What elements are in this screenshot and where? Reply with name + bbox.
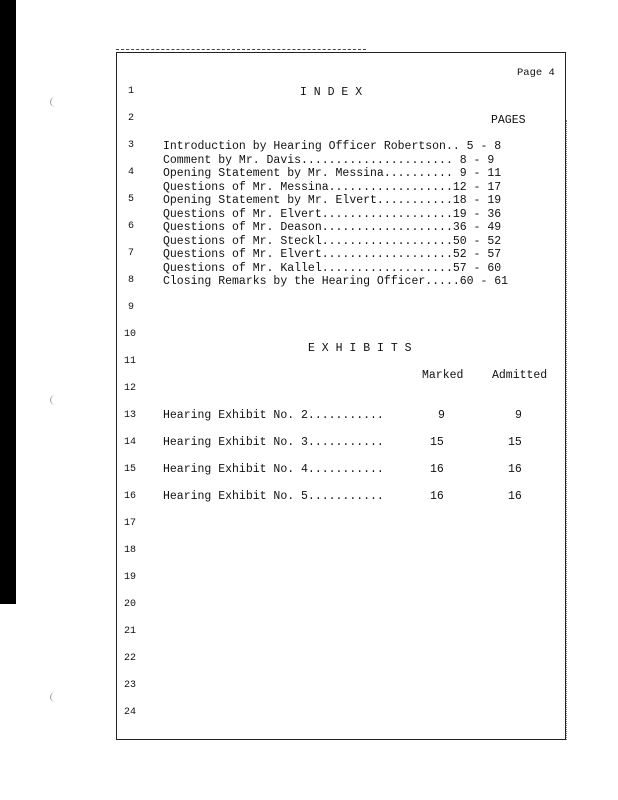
line-number: 13 (124, 410, 137, 421)
index-entry: Questions of Mr. Steckl...................50 - 52 (163, 235, 502, 248)
admitted-header: Admitted (492, 369, 548, 382)
punch-hole (50, 395, 55, 405)
line-number: 6 (128, 221, 135, 232)
line-number: 1 (128, 86, 135, 97)
exhibits-title: E X H I B I T S (308, 342, 412, 355)
line-number: 20 (124, 599, 137, 610)
line-number: 18 (124, 545, 137, 556)
line-number: 23 (124, 680, 137, 691)
line-number: 10 (124, 329, 137, 340)
page-right-edge (566, 120, 570, 740)
line-number: 8 (128, 275, 135, 286)
line-number: 16 (124, 491, 137, 502)
exhibit-marked: 16 (430, 490, 444, 503)
line-number: 2 (128, 113, 135, 124)
exhibit-marked: 16 (430, 463, 444, 476)
line-number: 19 (124, 572, 137, 583)
index-entry: Questions of Mr. Deason...................36 - 49 (163, 221, 502, 234)
exhibit-admitted: 15 (508, 436, 522, 449)
punch-hole (50, 97, 55, 107)
line-number: 9 (128, 302, 135, 313)
exhibit-admitted: 16 (508, 463, 522, 476)
index-entry: Opening Statement by Mr. Elvert...........18 - 19 (163, 194, 502, 207)
index-title: I N D E X (300, 86, 363, 99)
index-entry: Questions of Mr. Kallel...................57 - 60 (163, 262, 502, 275)
index-entry: Questions of Mr. Elvert...................19 - 36 (163, 208, 502, 221)
exhibit-marked: 9 (438, 409, 445, 422)
exhibit-label: Hearing Exhibit No. 3........... (163, 436, 384, 449)
page-number: Page 4 (517, 67, 555, 79)
line-number: 5 (128, 194, 135, 205)
index-entry: Opening Statement by Mr. Messina.......... 9 - 11 (163, 167, 502, 180)
exhibit-label: Hearing Exhibit No. 5........... (163, 490, 384, 503)
exhibit-label: Hearing Exhibit No. 4........... (163, 463, 384, 476)
exhibit-admitted: 16 (508, 490, 522, 503)
exhibit-marked: 15 (430, 436, 444, 449)
index-entry: Questions of Mr. Elvert...................52 - 57 (163, 248, 502, 261)
index-entry: Comment by Mr. Davis...................... 8 - 9 (163, 154, 495, 167)
line-number: 3 (128, 140, 135, 151)
line-number: 7 (128, 248, 135, 259)
index-entry: Closing Remarks by the Hearing Officer.....60 - 61 (163, 275, 509, 288)
exhibit-label: Hearing Exhibit No. 2........... (163, 409, 384, 422)
pages-header: PAGES (491, 114, 526, 127)
line-number: 24 (124, 707, 137, 718)
index-entry: Introduction by Hearing Officer Robertson.. 5 - 8 (163, 140, 502, 153)
scan-edge-bar (0, 0, 16, 604)
line-number: 17 (124, 518, 137, 529)
punch-hole (50, 692, 55, 702)
line-number: 12 (124, 383, 137, 394)
line-number: 21 (124, 626, 137, 637)
line-number: 4 (128, 167, 135, 178)
line-number: 22 (124, 653, 137, 664)
line-number: 14 (124, 437, 137, 448)
line-number: 11 (124, 356, 137, 367)
line-number: 15 (124, 464, 137, 475)
marked-header: Marked (422, 369, 464, 382)
index-entry: Questions of Mr. Messina..................12 - 17 (163, 181, 502, 194)
exhibit-admitted: 9 (515, 409, 522, 422)
